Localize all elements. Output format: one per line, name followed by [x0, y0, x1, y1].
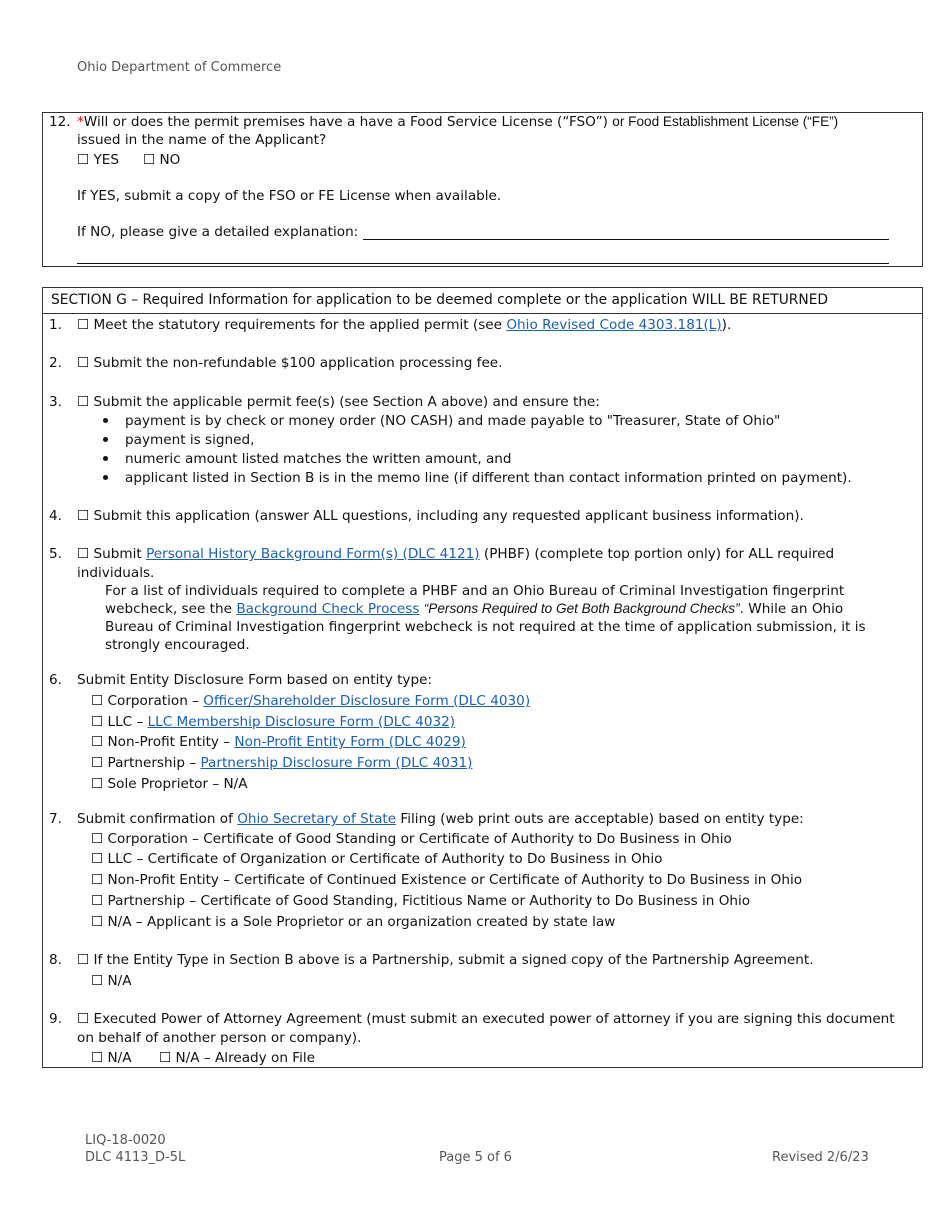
entity-partnership-checkbox[interactable]	[91, 754, 472, 772]
item-9-poa-checkbox[interactable]: ☐ Executed Power of Attorney Agreement (must submit an executed power of attorney if you are signing this document	[77, 1011, 895, 1027]
item-9-line2: on behalf of another person or company).	[77, 1030, 362, 1046]
bullet-icon	[103, 456, 108, 461]
item-3-permit-fee-checkbox[interactable]: ☐ Submit the applicable permit fee(s) (see Section A above) and ensure the:	[77, 394, 600, 410]
footer-form-id: LIQ-18-0020	[85, 1133, 166, 1148]
item-8-na-checkbox[interactable]: ☐ N/A	[91, 973, 132, 989]
explanation-input-line-1[interactable]	[363, 239, 889, 240]
bullet-icon	[103, 437, 108, 442]
explanation-input-line-2[interactable]	[77, 263, 889, 264]
no-checkbox[interactable]: ☐ NO	[143, 152, 181, 168]
entity-label: ☐ LLC –	[91, 714, 148, 730]
bullet-item: payment is by check or money order (NO CASH) and made payable to "Treasurer, State of Ohio"	[125, 413, 781, 429]
entity-label: ☐ Corporation –	[91, 693, 204, 709]
item-5-sub3: Bureau of Criminal Investigation fingerprint webcheck is not required at the time of application submission, it is	[105, 619, 866, 635]
item-5-suffix: (PHBF) (complete top portion only) for ALL required	[479, 546, 835, 562]
question-12-text-a: Will or does the permit premises have a have a Food Service License (“FSO”)	[83, 114, 613, 130]
sos-na-checkbox[interactable]: ☐ N/A – Applicant is a Sole Proprietor or an organization created by state law	[91, 914, 616, 930]
officer-shareholder-form-link[interactable]: Officer/Shareholder Disclosure Form (DLC 4030)	[203, 693, 531, 709]
item-9-na-checkbox[interactable]: ☐ N/A	[91, 1050, 132, 1066]
question-12-line2: issued in the name of the Applicant?	[77, 132, 327, 148]
entity-label: ☐ Partnership –	[91, 755, 201, 771]
item-5-text: ☐ Submit	[77, 546, 147, 562]
sos-corporation-checkbox[interactable]: ☐ Corporation – Certificate of Good Standing or Certificate of Authority to Do Business in Ohio	[91, 831, 732, 847]
item-5-sub2	[105, 600, 843, 618]
item-4-application-checkbox[interactable]: ☐ Submit this application (answer ALL questions, including any requested applicant business information).	[77, 508, 804, 524]
item-5-sub2-text: webcheck, see the	[105, 601, 237, 617]
item-8-partnership-checkbox[interactable]: ☐ If the Entity Type in Section B above is a Partnership, submit a signed copy of the Partnership Agreement.	[77, 952, 814, 968]
item-number: 4.	[49, 508, 62, 524]
bullet-icon	[103, 475, 108, 480]
item-1-text: ☐ Meet the statutory requirements for the applied permit (see	[77, 317, 507, 333]
background-check-process-link[interactable]: Background Check Process	[236, 601, 420, 617]
yes-checkbox[interactable]: ☐ YES	[77, 152, 120, 168]
entity-corporation-checkbox[interactable]	[91, 692, 530, 710]
question-number: 12.	[49, 114, 71, 130]
item-number: 3.	[49, 394, 62, 410]
item-7-text	[77, 810, 804, 828]
if-no-instruction: If NO, please give a detailed explanation:	[77, 224, 359, 240]
item-number: 5.	[49, 546, 62, 562]
bullet-item: numeric amount listed matches the written amount, and	[125, 451, 512, 467]
item-5-sub4: strongly encouraged.	[105, 637, 250, 653]
sos-nonprofit-checkbox[interactable]: ☐ Non-Profit Entity – Certificate of Continued Existence or Certificate of Authority to Do Business in Ohio	[91, 872, 803, 888]
sos-llc-checkbox[interactable]: ☐ LLC – Certificate of Organization or Certificate of Authority to Do Business in Ohio	[91, 851, 663, 867]
item-number: 2.	[49, 355, 62, 371]
sos-partnership-checkbox[interactable]: ☐ Partnership – Certificate of Good Standing, Fictitious Name or Authority to Do Business in Ohio	[91, 893, 751, 909]
entity-nonprofit-checkbox[interactable]	[91, 733, 466, 751]
section-g-title: SECTION G – Required Information for application to be deemed complete or the application WILL BE RETURNED	[43, 288, 922, 314]
bullet-item: applicant listed in Section B is in the memo line (if different than contact information printed on payment).	[125, 470, 852, 486]
ohio-revised-code-link[interactable]: Ohio Revised Code 4303.181(L)	[506, 317, 722, 333]
item-number: 1.	[49, 317, 62, 333]
item-1-statutory[interactable]	[77, 316, 731, 334]
header-org: Ohio Department of Commerce	[77, 60, 282, 75]
nonprofit-entity-form-link[interactable]: Non-Profit Entity Form (DLC 4029)	[234, 734, 466, 750]
question-12-line1	[77, 113, 838, 131]
item-number: 8.	[49, 952, 62, 968]
item-5-sub1: For a list of individuals required to complete a PHBF and an Ohio Bureau of Criminal Investigation fingerprint	[105, 583, 845, 599]
item-number: 6.	[49, 672, 62, 688]
section-g-box	[42, 287, 923, 1068]
item-1-suffix: ).	[721, 317, 732, 333]
partnership-disclosure-form-link[interactable]: Partnership Disclosure Form (DLC 4031)	[200, 755, 473, 771]
bullet-item: payment is signed,	[125, 432, 255, 448]
required-star: *	[77, 114, 84, 130]
bullet-icon	[103, 418, 108, 423]
footer-revised-date: Revised 2/6/23	[772, 1150, 869, 1165]
item-2-fee-checkbox[interactable]: ☐ Submit the non-refundable $100 application processing fee.	[77, 355, 503, 371]
item-number: 9.	[49, 1011, 62, 1027]
item-9-na-on-file-checkbox[interactable]: ☐ N/A – Already on File	[159, 1050, 316, 1066]
item-5-line2: individuals.	[77, 565, 155, 581]
item-5-italic-note: “Persons Required to Get Both Background Checks”	[423, 601, 740, 616]
item-5-sub2-suffix: . While an Ohio	[739, 601, 844, 617]
entity-sole-proprietor-checkbox[interactable]: ☐ Sole Proprietor – N/A	[91, 776, 248, 792]
item-7-suffix: Filing (web print outs are acceptable) based on entity type:	[396, 811, 804, 827]
entity-label: ☐ Non-Profit Entity –	[91, 734, 235, 750]
if-yes-instruction: If YES, submit a copy of the FSO or FE License when available.	[77, 188, 502, 204]
question-12-text-b: or Food Establishment License (“FE”)	[612, 114, 839, 129]
item-7-prefix: Submit confirmation of	[77, 811, 238, 827]
ohio-secretary-of-state-link[interactable]: Ohio Secretary of State	[237, 811, 397, 827]
footer-dlc: DLC 4113_D-5L	[85, 1150, 186, 1165]
entity-llc-checkbox[interactable]	[91, 713, 455, 731]
item-6-text: Submit Entity Disclosure Form based on entity type:	[77, 672, 433, 688]
question-12-box	[42, 112, 923, 267]
phbf-form-link[interactable]: Personal History Background Form(s) (DLC 4121)	[146, 546, 480, 562]
item-5-phbf[interactable]	[77, 545, 834, 563]
footer-page-number: Page 5 of 6	[439, 1150, 512, 1165]
item-number: 7.	[49, 811, 62, 827]
llc-membership-form-link[interactable]: LLC Membership Disclosure Form (DLC 4032)	[147, 714, 456, 730]
